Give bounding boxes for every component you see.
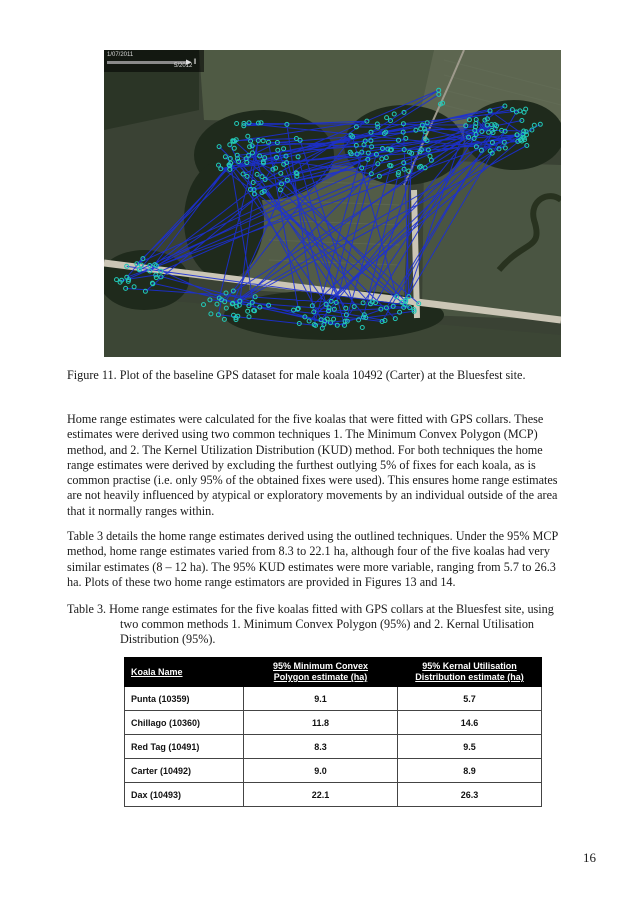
cell-koala-name: Chillago (10360): [125, 711, 244, 735]
table-row: [125, 735, 542, 759]
header-kud-line2: Distribution estimate (ha): [415, 672, 524, 682]
cell-mcp: 22.1: [244, 783, 398, 807]
cell-kud: 26.3: [398, 783, 542, 807]
cell-kud: 8.9: [398, 759, 542, 783]
cell-mcp: 9.1: [244, 687, 398, 711]
header-mcp-line1: 95% Minimum Convex: [272, 661, 369, 671]
timeline-end-date: 5/2012: [174, 63, 193, 69]
gps-track-map: [104, 50, 561, 357]
cell-koala-name: Punta (10359): [125, 687, 244, 711]
table-caption-continued: two common methods 1. Minimum Convex Polygon (95%) and 2. Kernal Utilisation Distribution (95%).: [120, 617, 535, 647]
cell-koala-name: Carter (10492): [125, 759, 244, 783]
table-row: [125, 783, 542, 807]
cell-mcp: 9.0: [244, 759, 398, 783]
table-row: [125, 711, 542, 735]
table-caption: Table 3. Home range estimates for the five koalas fitted with GPS collars at the Bluesfest site, using: [67, 602, 554, 616]
play-icon[interactable]: ▶ ‖: [186, 59, 197, 66]
cell-kud: 5.7: [398, 687, 542, 711]
table-row: [125, 759, 542, 783]
cell-koala-name: Dax (10493): [125, 783, 244, 807]
cell-kud: 14.6: [398, 711, 542, 735]
cell-mcp: 8.3: [244, 735, 398, 759]
paragraph-home-range: Home range estimates were calculated for the five koalas that were fitted with GPS collars. These estimates were derived using two common techniques 1. The Minimum Convex Polygon (MCP) method, and 2. The Kernel Utilization Distribution (KUD) method. For both techniques the home range estimates were derived by excluding the furthest outlying 5% of fixes for each koala, as is common practise (i.e. only 95% of the obtained fixes were used). This ensures home range estimates are not heavily influenced by atypical or exploratory movements by an individual outside of the area that it normally ranges within.: [67, 412, 558, 518]
figure-caption: Figure 11. Plot of the baseline GPS dataset for male koala 10492 (Carter) at the Bluesfest site.: [67, 368, 526, 382]
table-header-row: [125, 658, 542, 687]
cell-koala-name: Red Tag (10491): [125, 735, 244, 759]
header-mcp-line2: Polygon estimate (ha): [273, 672, 368, 682]
header-kud: [398, 658, 542, 687]
header-kud-line1: 95% Kernal Utilisation: [422, 661, 517, 671]
table-row: [125, 687, 542, 711]
timeline-overlay[interactable]: [104, 50, 204, 72]
header-mcp: [244, 658, 398, 687]
header-koala-name: Koala Name: [125, 658, 244, 687]
cell-kud: 9.5: [398, 735, 542, 759]
timeline-start-date: 1/07/2011: [107, 52, 134, 58]
paragraph-table-summary: Table 3 details the home range estimates derived using the outlined techniques. Under the 95% MCP method, home range estimates varied from 8.3 to 22.1 ha, although four of the five koalas had very similar estimates (8 – 12 ha). The 95% KUD estimates were more variable, ranging from 5.7 to 26.3 ha. Plots of these two home range estimators are provided in Figures 13 and 14.: [67, 529, 558, 589]
page-number: 16: [583, 850, 596, 865]
gps-map-canvas: [104, 50, 561, 357]
cell-mcp: 11.8: [244, 711, 398, 735]
home-range-table: [124, 657, 542, 807]
